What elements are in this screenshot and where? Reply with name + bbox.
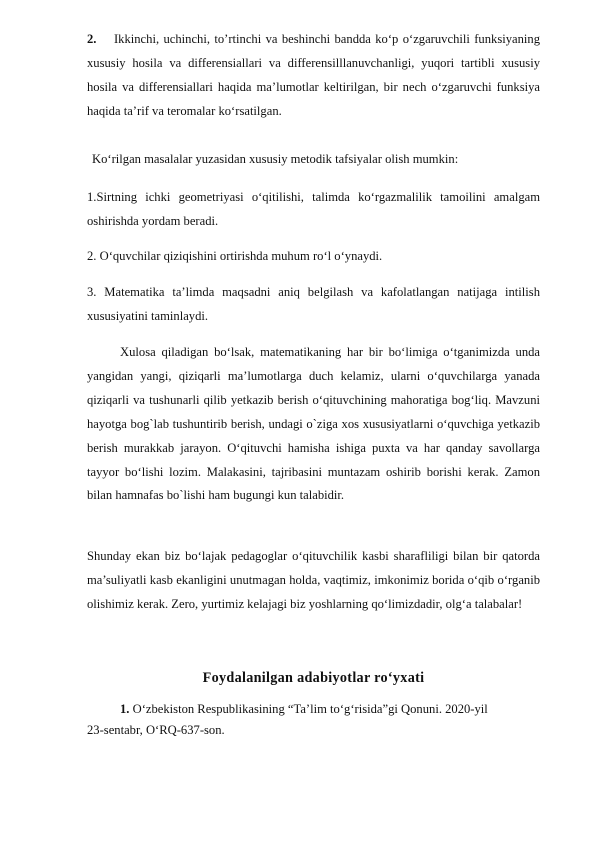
section-number: 2. [87, 32, 97, 46]
reference-number: 1. [120, 702, 130, 716]
section-2-paragraph [87, 28, 540, 124]
reference-item [87, 699, 540, 740]
conclusion-paragraph: Xulosa qiladigan bo‘lsak, matematikaning har bir bo‘limiga o‘tganimizda unda yangidan yangi, qiziqarli ma’lumotlarga duch kelamiz, ularni o‘quvchilarga yanada qiziqarli va tushunarli qilib yetkazib berish o‘qituvchining mahoratiga bog‘liq. Mavzuni hayotga bog`lab tushuntirib berish, undagi o`ziga xos xususiyatlarni o‘quvchiga yetkazib berish murakkab jarayon. O‘qituvchi hamisha ishiga puxta va har qanday savollarga tayyor bo‘lishi lozim. Malakasini, tajribasini muntazam oshirib borishi kerak. Zamon bilan hamnafas bo`lishi ham bugungi kun talabidir. [87, 345, 540, 503]
reference-line-2: 23-sentabr, O‘RQ-637-son. [87, 722, 225, 737]
reference-line-1: O‘zbekiston Respublikasining “Ta’lim to‘g‘risida”gi Qonuni. 2020-yil [132, 702, 488, 716]
list-item: 2. O‘quvchilar qiziqishini ortirishda muhum ro‘l o‘ynaydi. [87, 249, 383, 263]
intro-line: Ko‘rilgan masalalar yuzasidan xususiy metodik tafsiyalar olish mumkin: [92, 152, 459, 166]
closing-paragraph: Shunday ekan biz bo‘lajak pedagoglar o‘qituvchilik kasbi sharafliligi bilan bir qatorda ma’suliyatli kasb ekanligini unutmagan holda, vaqtimiz, imkonimiz borida o‘qib o‘rganib olishimiz kerak. Zero, yurtimiz kelajagi biz yoshlarning qo‘limizdadir, olg‘a talabalar! [87, 549, 540, 611]
references-title: Foydalanilgan adabiyotlar ro‘yxati [202, 670, 425, 686]
list-item: 1.Sirtning ichki geometriyasi o‘qitilishi, talimda ko‘rgazmalilik tamoilini amalgam oshirishda yordam beradi. [87, 190, 540, 228]
list-item: 3. Matematika ta’limda maqsadni aniq belgilash va kafolatlangan natijaga intilish xususiyatini taminlaydi. [87, 285, 540, 323]
section-2-text: Ikkinchi, uchinchi, to’rtinchi va beshinchi bandda ko‘p o‘zgaruvchili funksiyaning xususiy hosila va differensiallari va differensilllanuvchanligi, yuqori tartibli xususiy hosila va differensiallari haqida ma’lumotlar keltirilgan, bir nech o‘zgaruvchi funksiya haqida ta’rif va teromalar ko‘rsatilgan. [87, 32, 540, 118]
